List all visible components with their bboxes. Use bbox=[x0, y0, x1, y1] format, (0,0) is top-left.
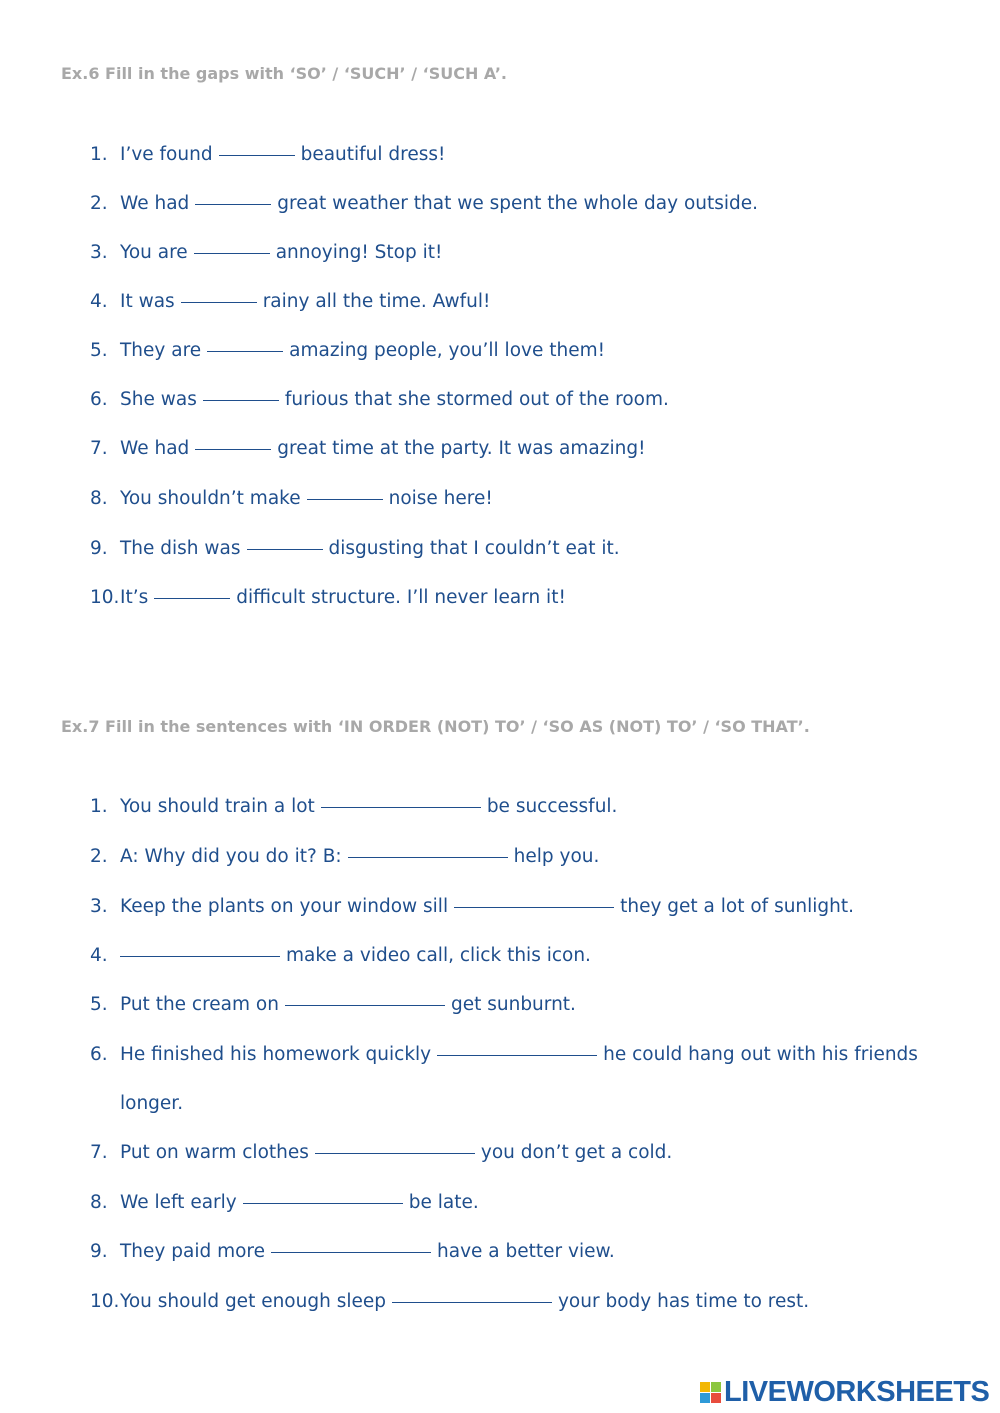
item-text-before: Put on warm clothes bbox=[120, 1142, 309, 1163]
item-text-before: The dish was bbox=[120, 538, 241, 559]
item-text-before: It was bbox=[120, 291, 175, 312]
item-text-after: furious that she stormed out of the room. bbox=[284, 389, 669, 410]
item-number: 8. bbox=[90, 1192, 108, 1213]
exercise-7-item-6-continuation: longer. bbox=[120, 1093, 184, 1114]
item-number: 6. bbox=[90, 389, 108, 410]
item-text-before: We had bbox=[120, 438, 190, 459]
exercise-7-item-1 bbox=[90, 782, 960, 831]
item-text-before: She was bbox=[120, 389, 197, 410]
item-number: 5. bbox=[90, 994, 108, 1015]
item-text-before: He finished his homework quickly bbox=[120, 1044, 432, 1065]
logo-square-red bbox=[711, 1393, 721, 1403]
logo-square-yellow bbox=[700, 1382, 710, 1392]
logo-text: LIVEWORKSHEETS bbox=[724, 1376, 990, 1408]
exercise-6-item-7 bbox=[90, 424, 960, 473]
item-text-after: get sunburnt. bbox=[450, 994, 576, 1015]
item-text-before: I’ve found bbox=[120, 144, 213, 165]
exercise-6-item-3 bbox=[90, 228, 960, 277]
item-text-before: You should get enough sleep bbox=[120, 1291, 386, 1312]
item-text-after: beautiful dress! bbox=[300, 144, 446, 165]
exercise-7-heading: Ex.7 Fill in the sentences with ‘IN ORDER (NOT) TO’ / ‘SO AS (NOT) TO’ / ‘SO THAT’. bbox=[61, 717, 810, 736]
item-number: 6. bbox=[90, 1044, 108, 1065]
item-text-before: You shouldn’t make bbox=[120, 488, 301, 509]
answer-blank[interactable] bbox=[219, 154, 295, 156]
item-text-after: your body has time to rest. bbox=[557, 1291, 810, 1312]
answer-blank[interactable] bbox=[392, 1301, 552, 1303]
logo-square-green bbox=[711, 1382, 721, 1392]
exercise-7-item-3 bbox=[90, 882, 960, 931]
exercise-6-item-2 bbox=[90, 179, 960, 228]
item-number: 2. bbox=[90, 193, 108, 214]
item-number: 7. bbox=[90, 438, 108, 459]
item-text-after: you don’t get a cold. bbox=[480, 1142, 673, 1163]
item-number: 8. bbox=[90, 488, 108, 509]
exercise-7-item-8 bbox=[90, 1178, 960, 1227]
item-text-after: they get a lot of sunlight. bbox=[620, 896, 855, 917]
liveworksheets-logo bbox=[700, 1376, 998, 1410]
answer-blank[interactable] bbox=[454, 906, 614, 908]
item-number: 9. bbox=[90, 1241, 108, 1262]
item-text-after: amazing people, you’ll love them! bbox=[289, 340, 606, 361]
item-number: 4. bbox=[90, 291, 108, 312]
exercise-6-item-4 bbox=[90, 277, 960, 326]
answer-blank[interactable] bbox=[194, 252, 270, 254]
exercise-6-item-10 bbox=[90, 573, 960, 622]
item-number: 2. bbox=[90, 846, 108, 867]
logo-mark-icon bbox=[700, 1382, 722, 1404]
exercise-6-item-8 bbox=[90, 474, 960, 523]
answer-blank[interactable] bbox=[247, 548, 323, 550]
answer-blank[interactable] bbox=[207, 350, 283, 352]
item-text-before: Put the cream on bbox=[120, 994, 279, 1015]
exercise-7-item-10 bbox=[90, 1277, 960, 1326]
answer-blank[interactable] bbox=[321, 806, 481, 808]
exercise-6-item-9 bbox=[90, 524, 960, 573]
answer-blank[interactable] bbox=[315, 1152, 475, 1154]
answer-blank[interactable] bbox=[120, 955, 280, 957]
exercise-7-item-7 bbox=[90, 1128, 960, 1177]
item-number: 9. bbox=[90, 538, 108, 559]
answer-blank[interactable] bbox=[181, 301, 257, 303]
item-number: 4. bbox=[90, 945, 108, 966]
item-text-after: help you. bbox=[513, 846, 600, 867]
item-number: 7. bbox=[90, 1142, 108, 1163]
item-text-after: rainy all the time. Awful! bbox=[262, 291, 491, 312]
item-text-after: great weather that we spent the whole day outside. bbox=[277, 193, 759, 214]
item-text-after: he could hang out with his friends bbox=[603, 1044, 918, 1065]
answer-blank[interactable] bbox=[203, 399, 279, 401]
item-text-after: noise here! bbox=[388, 488, 493, 509]
item-number: 10. bbox=[90, 587, 120, 608]
exercise-7-item-5 bbox=[90, 980, 960, 1029]
item-text-after: difficult structure. I’ll never learn it! bbox=[236, 587, 566, 608]
answer-blank[interactable] bbox=[307, 498, 383, 500]
item-number: 1. bbox=[90, 796, 108, 817]
answer-blank[interactable] bbox=[195, 203, 271, 205]
answer-blank[interactable] bbox=[437, 1054, 597, 1056]
item-text-after: make a video call, click this icon. bbox=[286, 945, 591, 966]
exercise-6-heading: Ex.6 Fill in the gaps with ‘SO’ / ‘SUCH’ / ‘SUCH A’. bbox=[61, 64, 507, 83]
answer-blank[interactable] bbox=[285, 1004, 445, 1006]
answer-blank[interactable] bbox=[348, 856, 508, 858]
answer-blank[interactable] bbox=[154, 597, 230, 599]
item-text-after: disgusting that I couldn’t eat it. bbox=[328, 538, 620, 559]
item-text-after: great time at the party. It was amazing! bbox=[277, 438, 646, 459]
exercise-7-item-6 bbox=[90, 1030, 960, 1079]
answer-blank[interactable] bbox=[195, 448, 271, 450]
exercise-7-item-4 bbox=[90, 931, 960, 980]
item-number: 3. bbox=[90, 242, 108, 263]
exercise-7-item-2 bbox=[90, 832, 960, 881]
item-text-before: Keep the plants on your window sill bbox=[120, 896, 449, 917]
logo-square-blue bbox=[700, 1393, 710, 1403]
item-text-before: We left early bbox=[120, 1192, 237, 1213]
exercise-7-item-9 bbox=[90, 1227, 960, 1276]
item-text-after: have a better view. bbox=[437, 1241, 615, 1262]
exercise-6-item-5 bbox=[90, 326, 960, 375]
item-text-before: You should train a lot bbox=[120, 796, 315, 817]
item-text-before: They are bbox=[120, 340, 202, 361]
item-text-before: They paid more bbox=[120, 1241, 266, 1262]
item-text-before: A: Why did you do it? B: bbox=[120, 846, 342, 867]
answer-blank[interactable] bbox=[243, 1202, 403, 1204]
item-text-after: be successful. bbox=[486, 796, 618, 817]
item-text-after: annoying! Stop it! bbox=[275, 242, 443, 263]
answer-blank[interactable] bbox=[271, 1251, 431, 1253]
item-text-before: It’s bbox=[120, 587, 149, 608]
exercise-6-item-1 bbox=[90, 130, 960, 179]
item-number: 1. bbox=[90, 144, 108, 165]
item-number: 5. bbox=[90, 340, 108, 361]
item-text-after: be late. bbox=[408, 1192, 479, 1213]
item-text-before: You are bbox=[120, 242, 188, 263]
item-number: 3. bbox=[90, 896, 108, 917]
exercise-6-item-6 bbox=[90, 375, 960, 424]
item-text-before: We had bbox=[120, 193, 190, 214]
item-number: 10. bbox=[90, 1291, 120, 1312]
